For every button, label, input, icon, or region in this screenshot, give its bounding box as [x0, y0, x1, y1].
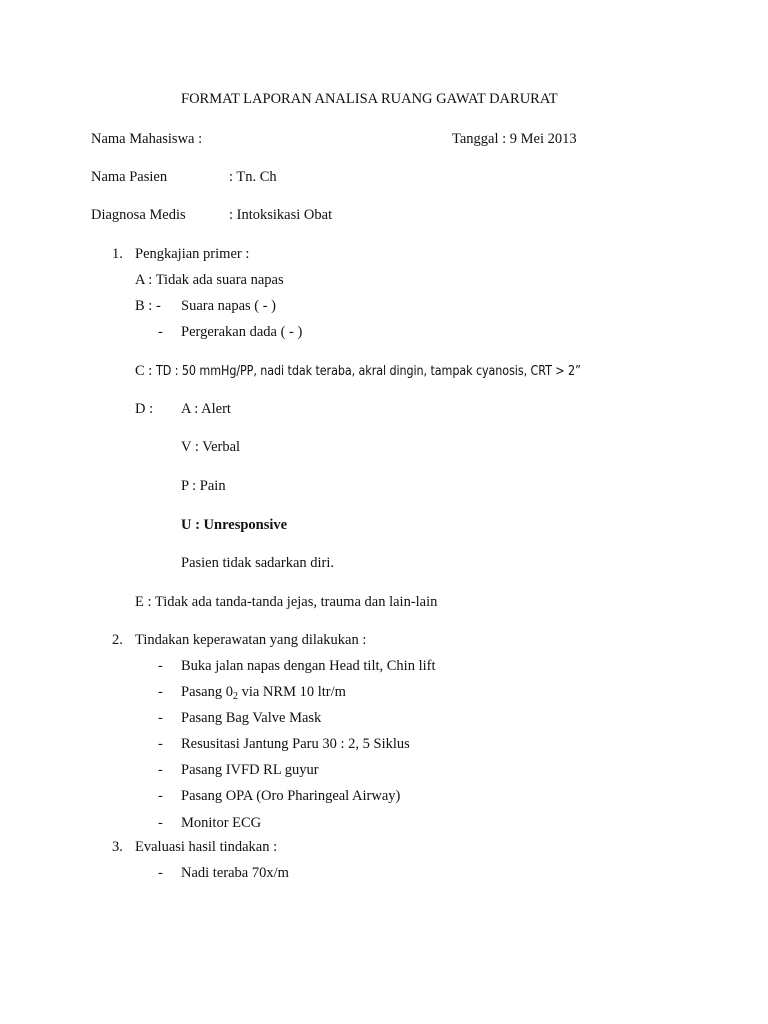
list-item: Monitor ECG: [181, 815, 262, 831]
breathing-item-2: Pergerakan dada ( - ): [181, 324, 303, 340]
circulation-assessment: C : TD : 50 mmHg/PP, nadi tdak teraba, akral dingin, tampak cyanosis, CRT > 2”: [135, 363, 581, 379]
patient-name-value: : Tn. Ch: [229, 169, 277, 185]
airway-assessment: A : Tidak ada suara napas: [135, 272, 284, 288]
patient-name-label: Nama Pasien: [91, 169, 168, 185]
list-dash: -: [158, 788, 163, 804]
diagnosis-value: : Intoksikasi Obat: [229, 207, 333, 223]
list-dash: -: [158, 658, 163, 674]
oxygen-suffix: via NRM 10 ltr/m: [237, 684, 346, 700]
breathing-label: B : -: [135, 298, 161, 314]
list-dash: -: [158, 762, 163, 778]
section-2-number: 2.: [112, 632, 123, 648]
avpu-pain: P : Pain: [181, 478, 226, 494]
student-name-label: Nama Mahasiswa :: [91, 131, 203, 147]
section-3-heading: Evaluasi hasil tindakan :: [135, 839, 278, 855]
disability-note: Pasien tidak sadarkan diri.: [181, 555, 335, 571]
list-dash: -: [158, 684, 163, 700]
list-item: Nadi teraba 70x/m: [181, 865, 289, 881]
section-2-heading: Tindakan keperawatan yang dilakukan :: [135, 632, 367, 648]
list-item-oxygen: [181, 683, 346, 701]
oxygen-subscript: 2: [232, 691, 238, 702]
disability-label: D :: [135, 401, 154, 417]
list-dash: -: [158, 736, 163, 752]
list-item: Pasang Bag Valve Mask: [181, 710, 322, 726]
report-date: Tanggal : 9 Mei 2013: [452, 131, 577, 147]
exposure-assessment: E : Tidak ada tanda-tanda jejas, trauma dan lain-lain: [135, 594, 438, 610]
list-item: Pasang IVFD RL guyur: [181, 762, 319, 778]
document-title: FORMAT LAPORAN ANALISA RUANG GAWAT DARURAT: [181, 91, 558, 107]
list-dash: -: [158, 865, 163, 881]
breathing-item-1: Suara napas ( - ): [181, 298, 277, 314]
list-dash: -: [158, 815, 163, 831]
avpu-unresponsive: U : Unresponsive: [181, 517, 288, 533]
list-item: Resusitasi Jantung Paru 30 : 2, 5 Siklus: [181, 736, 410, 752]
list-dash: -: [158, 710, 163, 726]
avpu-alert: A : Alert: [181, 401, 231, 417]
breathing-dash: -: [158, 324, 163, 340]
list-item: Pasang OPA (Oro Pharingeal Airway): [181, 788, 401, 804]
list-item: Buka jalan napas dengan Head tilt, Chin lift: [181, 658, 436, 674]
diagnosis-label: Diagnosa Medis: [91, 207, 186, 223]
section-1-heading: Pengkajian primer :: [135, 246, 250, 262]
section-1-number: 1.: [112, 246, 123, 262]
section-3-number: 3.: [112, 839, 123, 855]
avpu-verbal: V : Verbal: [181, 439, 241, 455]
oxygen-prefix: Pasang 0: [181, 684, 233, 700]
